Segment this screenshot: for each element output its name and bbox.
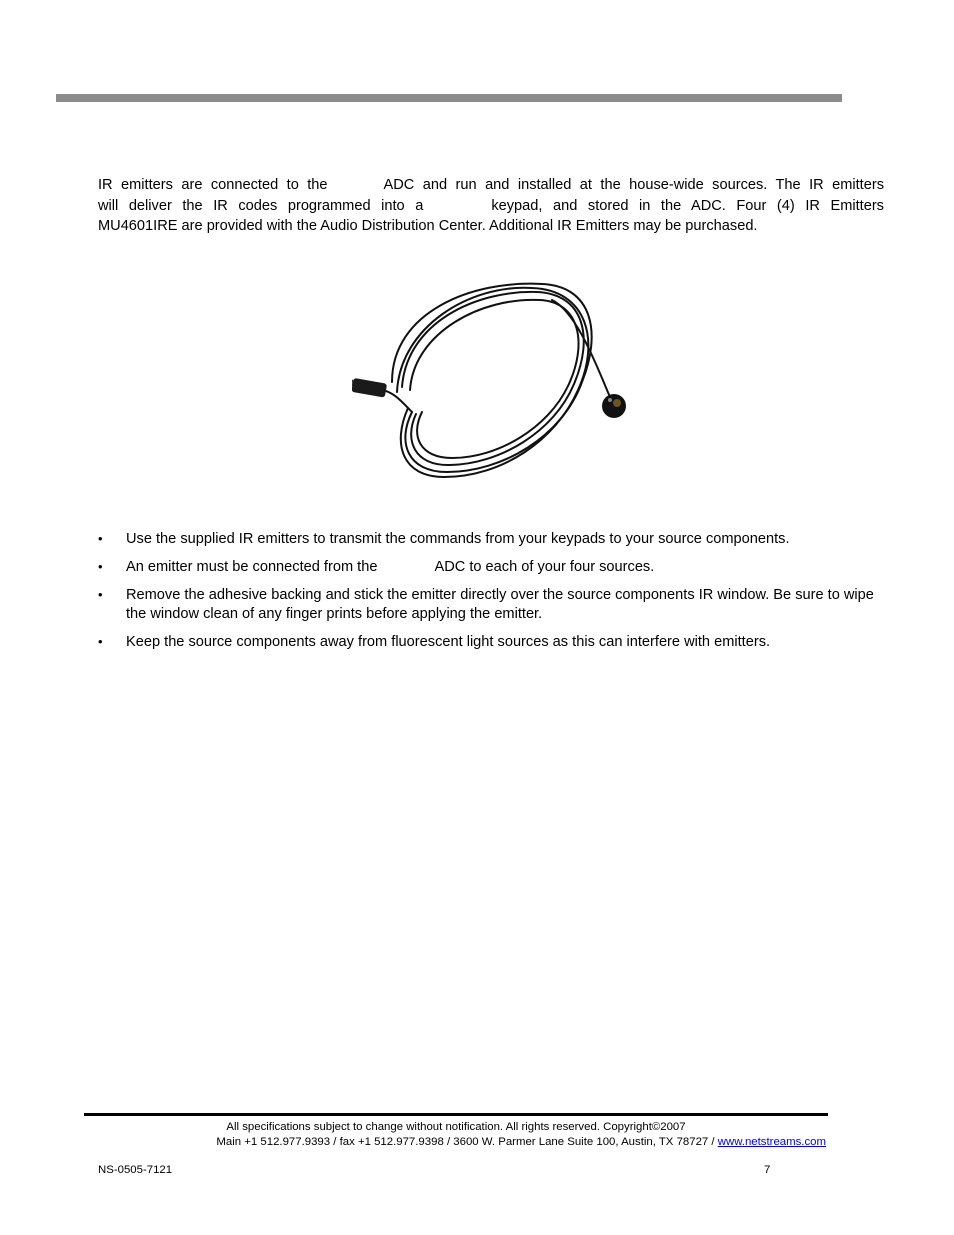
copyright-notice: All specifications subject to change without notification. All rights reserved. Copyright©2007 [226, 1121, 686, 1133]
cable-loop-1 [392, 284, 592, 472]
list-item: • Keep the source components away from fluorescent light sources as this can interfere with emitters. [98, 633, 771, 650]
list-item: • Use the supplied IR emitters to transmit the commands from your keypads to your source components. [98, 531, 790, 547]
cable-to-plug [382, 390, 412, 412]
website-link[interactable]: www.netstreams.com [717, 1136, 826, 1148]
intro-line-2: will deliver the IR codes programmed into a keypad, and stored in the ADC. Four (4) IR Emitters [98, 197, 884, 214]
emitter-head [602, 394, 626, 418]
contact-info: Main +1 512.977.9393 / fax +1 512.977.9398 / 3600 W. Parmer Lane Suite 100, Austin, TX 78727 / www.netstreams.com [216, 1136, 826, 1148]
ir-emitter-photo [352, 272, 642, 502]
intro-paragraph [98, 175, 884, 237]
intro-line-3: MU4601IRE are provided with the Audio Distribution Center. Additional IR Emitters may be purchased. [98, 218, 758, 234]
list-item: • An emitter must be connected from the ADC to each of your four sources. [98, 559, 655, 575]
footer-rule [84, 1113, 828, 1116]
header-rule [56, 94, 842, 102]
page-number: 7 [764, 1164, 771, 1176]
instruction-list [98, 530, 884, 661]
intro-line-1: IR emitters are connected to the ADC and run and installed at the house-wide sources. The IR emitters [98, 177, 884, 193]
list-item: • Remove the adhesive backing and stick the emitter directly over the source components IR window. Be sure to wipe the window clean of any finger prints before applying the emitter. [98, 587, 874, 622]
document-id: NS-0505-7121 [98, 1164, 173, 1176]
cable-loop-2 [402, 292, 584, 465]
audio-plug [352, 371, 387, 398]
